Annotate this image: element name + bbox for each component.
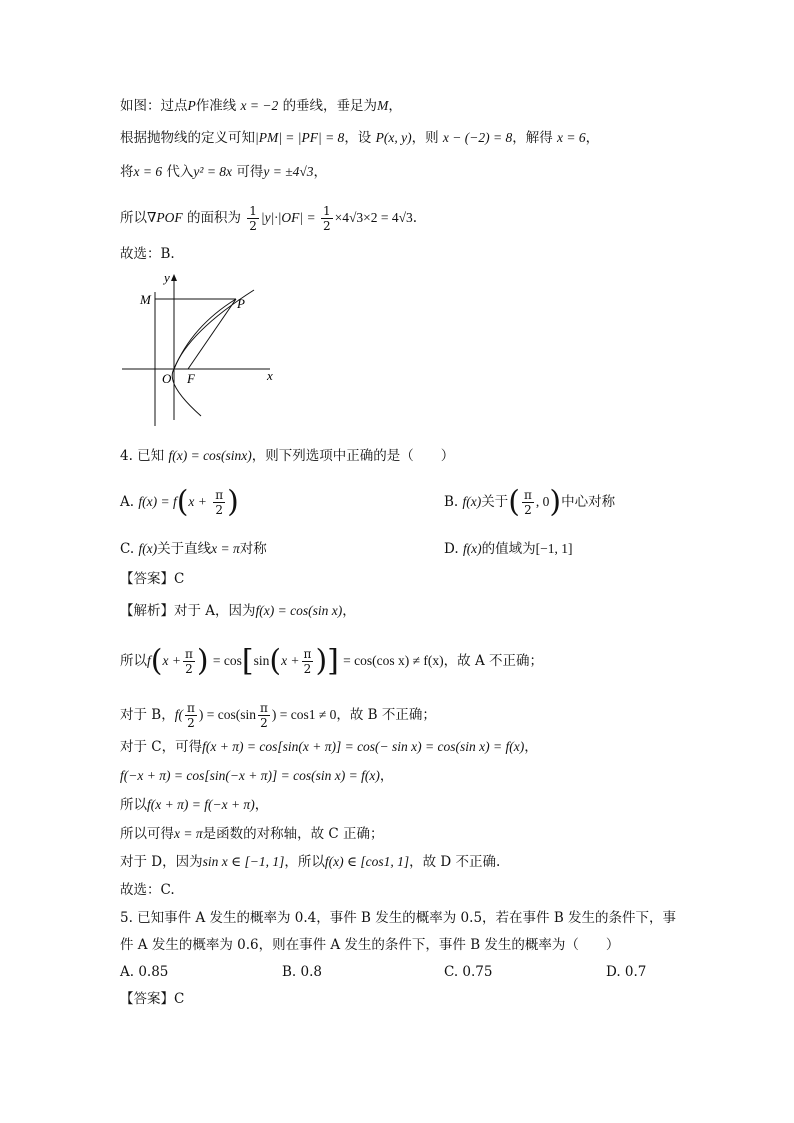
- q4-analysis-5: [120, 767, 393, 785]
- math: x = 6: [133, 164, 163, 179]
- solution-line-2: [120, 129, 599, 147]
- math: f(x) ∈ [cos1, 1]: [324, 854, 410, 869]
- text: 根据抛物线的定义可知: [120, 130, 255, 146]
- option-label: A.: [120, 494, 135, 510]
- denominator: 2: [249, 219, 257, 233]
- text: 代入: [166, 164, 194, 180]
- math: x = 6: [557, 130, 586, 145]
- q4-analysis-2: [120, 643, 544, 679]
- math: ) = cos(sin: [198, 707, 256, 722]
- text: 是函数的对称轴，故 C 正确；: [202, 826, 384, 842]
- math: ×4√3×2 = 4√3: [334, 210, 413, 225]
- text: ，: [342, 603, 356, 619]
- paren: (: [176, 484, 189, 520]
- math: , 0: [535, 494, 550, 509]
- math: f(x) = f: [138, 494, 177, 509]
- q4-option-d: [444, 537, 573, 557]
- math: f(x + π) = cos[sin(x + π)] = cos(− sin x) = cos(sin x) = f(x): [202, 739, 525, 754]
- text: 对于 C，可得: [120, 739, 203, 755]
- text: 如图：过点: [120, 98, 188, 114]
- denominator: 2: [524, 503, 532, 517]
- math: x +: [188, 494, 207, 509]
- math: x = π: [211, 541, 240, 556]
- math: = cos: [212, 653, 242, 668]
- text: 对于 B，: [120, 707, 175, 723]
- parabola-figure: [118, 270, 288, 430]
- numerator: π: [184, 647, 193, 661]
- bracket: ]: [327, 643, 339, 679]
- q5-option-c: C. 0.75: [444, 964, 493, 980]
- text: ，所以: [284, 854, 325, 870]
- math: ∇POF: [147, 210, 183, 225]
- math: x +: [162, 653, 181, 668]
- denominator: 2: [185, 662, 193, 676]
- q4-conclusion: 故选：C.: [120, 882, 175, 898]
- denominator: 2: [187, 716, 195, 730]
- q4-answer: 【答案】C: [120, 571, 185, 587]
- math: y = ±4√3: [263, 164, 314, 179]
- text: 的垂线，垂足为: [282, 98, 378, 114]
- math: sin: [253, 653, 270, 668]
- q4-option-a: [120, 484, 239, 520]
- fraction-half: [247, 204, 259, 233]
- text: ，则下列选项中正确的是（ ）: [251, 448, 455, 464]
- paren: (: [150, 643, 163, 679]
- q4-analysis-6: [120, 796, 268, 814]
- q5-stem-line-1: 5. 已知事件 A 发生的概率为 0.4，事件 B 发生的概率为 0.5，若在事件 B 发生的条件下，事: [120, 910, 677, 926]
- math: f: [147, 653, 151, 668]
- math: f(x): [462, 541, 482, 556]
- math: f(: [174, 707, 183, 722]
- text: ，: [254, 797, 269, 813]
- text: ，: [379, 768, 394, 784]
- q4-analysis-4: [120, 738, 538, 756]
- q4-analysis-1: [120, 602, 356, 620]
- fraction-pi-2: [302, 647, 314, 676]
- text: 4. 已知: [120, 448, 165, 464]
- bracket: [: [241, 643, 254, 679]
- math: |y|·|OF| =: [260, 210, 319, 225]
- fraction-pi-2: [213, 488, 225, 517]
- math: P(x, y): [375, 130, 412, 145]
- text: 所以可得: [120, 826, 174, 842]
- text: 对于 D，因为: [120, 854, 203, 870]
- option-label: C.: [120, 541, 135, 557]
- math: M: [377, 98, 389, 113]
- label-o: O: [162, 371, 172, 386]
- math: x − (−2) = 8: [442, 130, 513, 145]
- solution-line-1: [120, 97, 402, 115]
- math: f(x): [462, 494, 482, 509]
- po-chord: [174, 299, 236, 369]
- math: f(x) = cos(sin x): [255, 603, 343, 618]
- q4-analysis-8: [120, 853, 500, 871]
- paren: ): [549, 484, 562, 520]
- solution-line-4: [120, 204, 417, 233]
- y-axis-arrow: [171, 274, 177, 281]
- q4-option-c: [120, 537, 267, 557]
- solution-conclusion: 故选：B.: [120, 246, 175, 262]
- q5-answer: 【答案】C: [120, 991, 185, 1007]
- text: ，故 A 不正确；: [443, 653, 544, 669]
- numerator: π: [303, 647, 312, 661]
- text: ，: [524, 739, 538, 755]
- numerator: 1: [249, 204, 257, 218]
- paren: ): [196, 643, 209, 679]
- label-m: M: [140, 292, 151, 307]
- denominator: 2: [303, 662, 312, 676]
- math: f(x) = cos(sinx): [168, 448, 252, 463]
- numerator: π: [523, 488, 532, 502]
- option-label: B.: [444, 494, 459, 510]
- text: 所以: [120, 210, 147, 226]
- fraction-half: [321, 204, 333, 233]
- label-y: y: [164, 270, 170, 285]
- label-f: F: [187, 371, 195, 386]
- math: |PM| = |PF| = 8: [255, 130, 345, 145]
- text: 【解析】对于 A，因为: [120, 603, 256, 619]
- paren: ): [227, 484, 239, 520]
- math: [−1, 1]: [535, 541, 573, 556]
- q4-option-b: [444, 484, 616, 520]
- q4-analysis-3: [120, 701, 436, 730]
- math: P: [187, 98, 196, 113]
- denominator: 2: [260, 716, 268, 730]
- text: 将: [120, 164, 134, 180]
- text: 所以: [120, 653, 147, 669]
- numerator: π: [215, 488, 224, 502]
- fraction-pi-2: [185, 701, 197, 730]
- text: 关于直线: [157, 541, 212, 557]
- text: ，设: [344, 130, 372, 146]
- q5-stem-line-2: 件 A 发生的概率为 0.6，则在事件 A 发生的条件下，事件 B 发生的概率为（ ）: [120, 937, 620, 953]
- fraction-pi-2: [183, 647, 195, 676]
- text: ，: [585, 130, 600, 146]
- text: 可得: [236, 164, 264, 180]
- fraction-pi-2: [258, 701, 270, 730]
- math: y² = 8x: [193, 164, 233, 179]
- denominator: 2: [215, 503, 223, 517]
- label-x: x: [267, 368, 273, 383]
- text: ，: [388, 98, 402, 114]
- numerator: π: [186, 701, 195, 715]
- math: sin x ∈ [−1, 1]: [202, 854, 285, 869]
- fraction-pi-2: [522, 488, 534, 517]
- text: 关于: [481, 494, 509, 510]
- q5-option-a: A. 0.85: [120, 964, 169, 980]
- label-p: P: [237, 296, 245, 311]
- math: x +: [281, 653, 300, 668]
- q4-analysis-7: [120, 825, 384, 843]
- numerator: π: [259, 701, 268, 715]
- q5-option-d: D. 0.7: [606, 964, 647, 980]
- paren: ): [315, 643, 328, 679]
- text: 作准线: [195, 98, 237, 114]
- text: 中心对称: [561, 494, 616, 510]
- text: 所以: [120, 797, 147, 813]
- text: ，解得: [512, 130, 553, 146]
- option-label: D.: [444, 541, 459, 557]
- text: ，: [313, 164, 328, 180]
- denominator: 2: [322, 219, 331, 233]
- math: = cos(cos x) ≠ f(x): [343, 653, 444, 668]
- paren: (: [508, 484, 520, 520]
- solution-line-3: [120, 163, 327, 181]
- math: f(−x + π) = cos[sin(−x + π)] = cos(sin x) = f(x): [120, 768, 380, 783]
- text: ，故 B 不正确；: [336, 707, 436, 723]
- text: ，则: [411, 130, 439, 146]
- math: x = −2: [240, 98, 279, 113]
- q4-stem: [120, 447, 454, 465]
- text: ，故 D 不正确.: [409, 854, 501, 870]
- numerator: 1: [322, 204, 331, 218]
- text: 的面积为: [186, 210, 241, 226]
- q5-option-b: B. 0.8: [282, 964, 322, 980]
- text: 的值域为: [481, 541, 536, 557]
- math: f(x + π) = f(−x + π): [147, 797, 255, 812]
- math: x = π: [174, 826, 203, 841]
- text: 对称: [239, 541, 267, 557]
- math: f(x): [138, 541, 158, 556]
- text: .: [412, 210, 418, 226]
- paren: (: [269, 643, 282, 679]
- math: ) = cos1 ≠ 0: [271, 707, 337, 722]
